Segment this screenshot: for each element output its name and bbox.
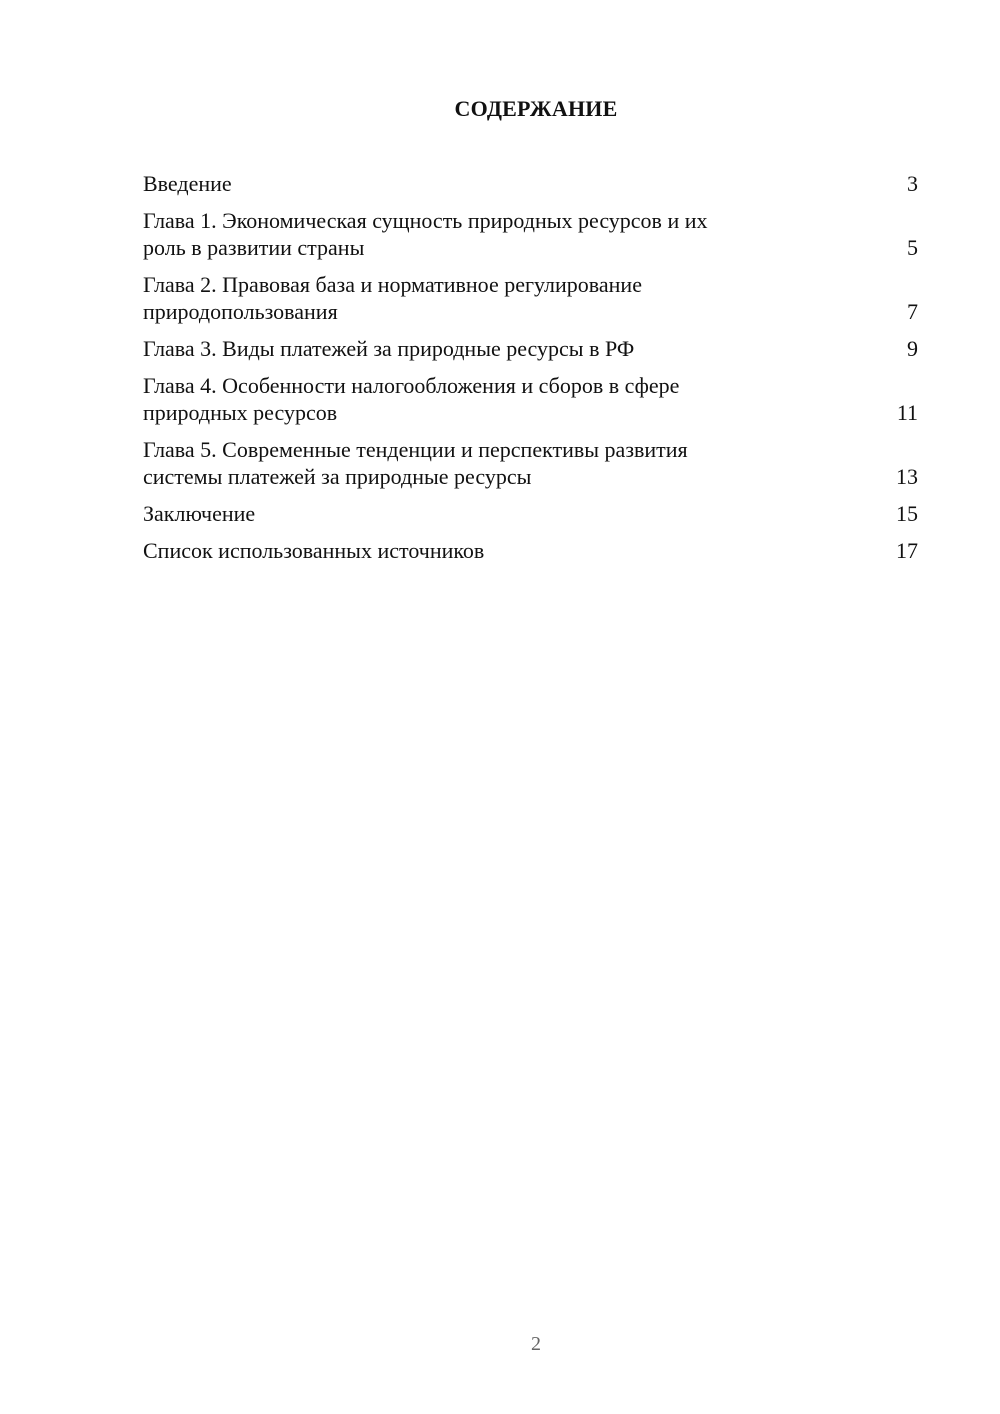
toc-entry-page: 15 — [896, 501, 918, 526]
toc-entry-title: Глава 2. Правовая база и нормативное регулирование природопользования — [143, 272, 642, 324]
document-title: СОДЕРЖАНИЕ — [454, 96, 618, 121]
toc-entry[interactable] — [143, 170, 918, 197]
toc-entry-page: 7 — [907, 299, 918, 324]
toc-entry-title: Введение — [143, 171, 232, 196]
toc-entry-page: 11 — [896, 400, 918, 425]
toc-entry[interactable] — [143, 537, 918, 564]
toc-entry-title: Список использованных источников — [143, 538, 485, 563]
toc-entry-title: Глава 5. Современные тенденции и перспективы развития системы платежей за природные ресурсы — [143, 437, 688, 489]
toc-entry[interactable] — [143, 500, 918, 527]
toc-entry[interactable] — [143, 207, 918, 261]
toc-entry[interactable] — [143, 436, 918, 490]
toc-entry-page: 5 — [907, 235, 918, 260]
toc-entry-title: Глава 1. Экономическая сущность природных ресурсов и их роль в развитии страны — [143, 208, 708, 260]
page-number: 2 — [531, 1333, 541, 1355]
toc-entry-page: 13 — [896, 464, 918, 489]
toc-entry-title: Заключение — [143, 501, 256, 526]
toc-entry-title: Глава 4. Особенности налогообложения и сборов в сфере природных ресурсов — [143, 373, 680, 425]
toc-entry-title: Глава 3. Виды платежей за природные ресурсы в РФ — [143, 336, 635, 361]
table-of-contents — [143, 170, 918, 574]
toc-entry-page: 17 — [896, 538, 918, 563]
toc-entry-page: 3 — [907, 171, 918, 196]
toc-entry[interactable] — [143, 335, 918, 362]
toc-entry-page: 9 — [907, 336, 918, 361]
toc-entry[interactable] — [143, 271, 918, 325]
toc-entry[interactable] — [143, 372, 918, 426]
